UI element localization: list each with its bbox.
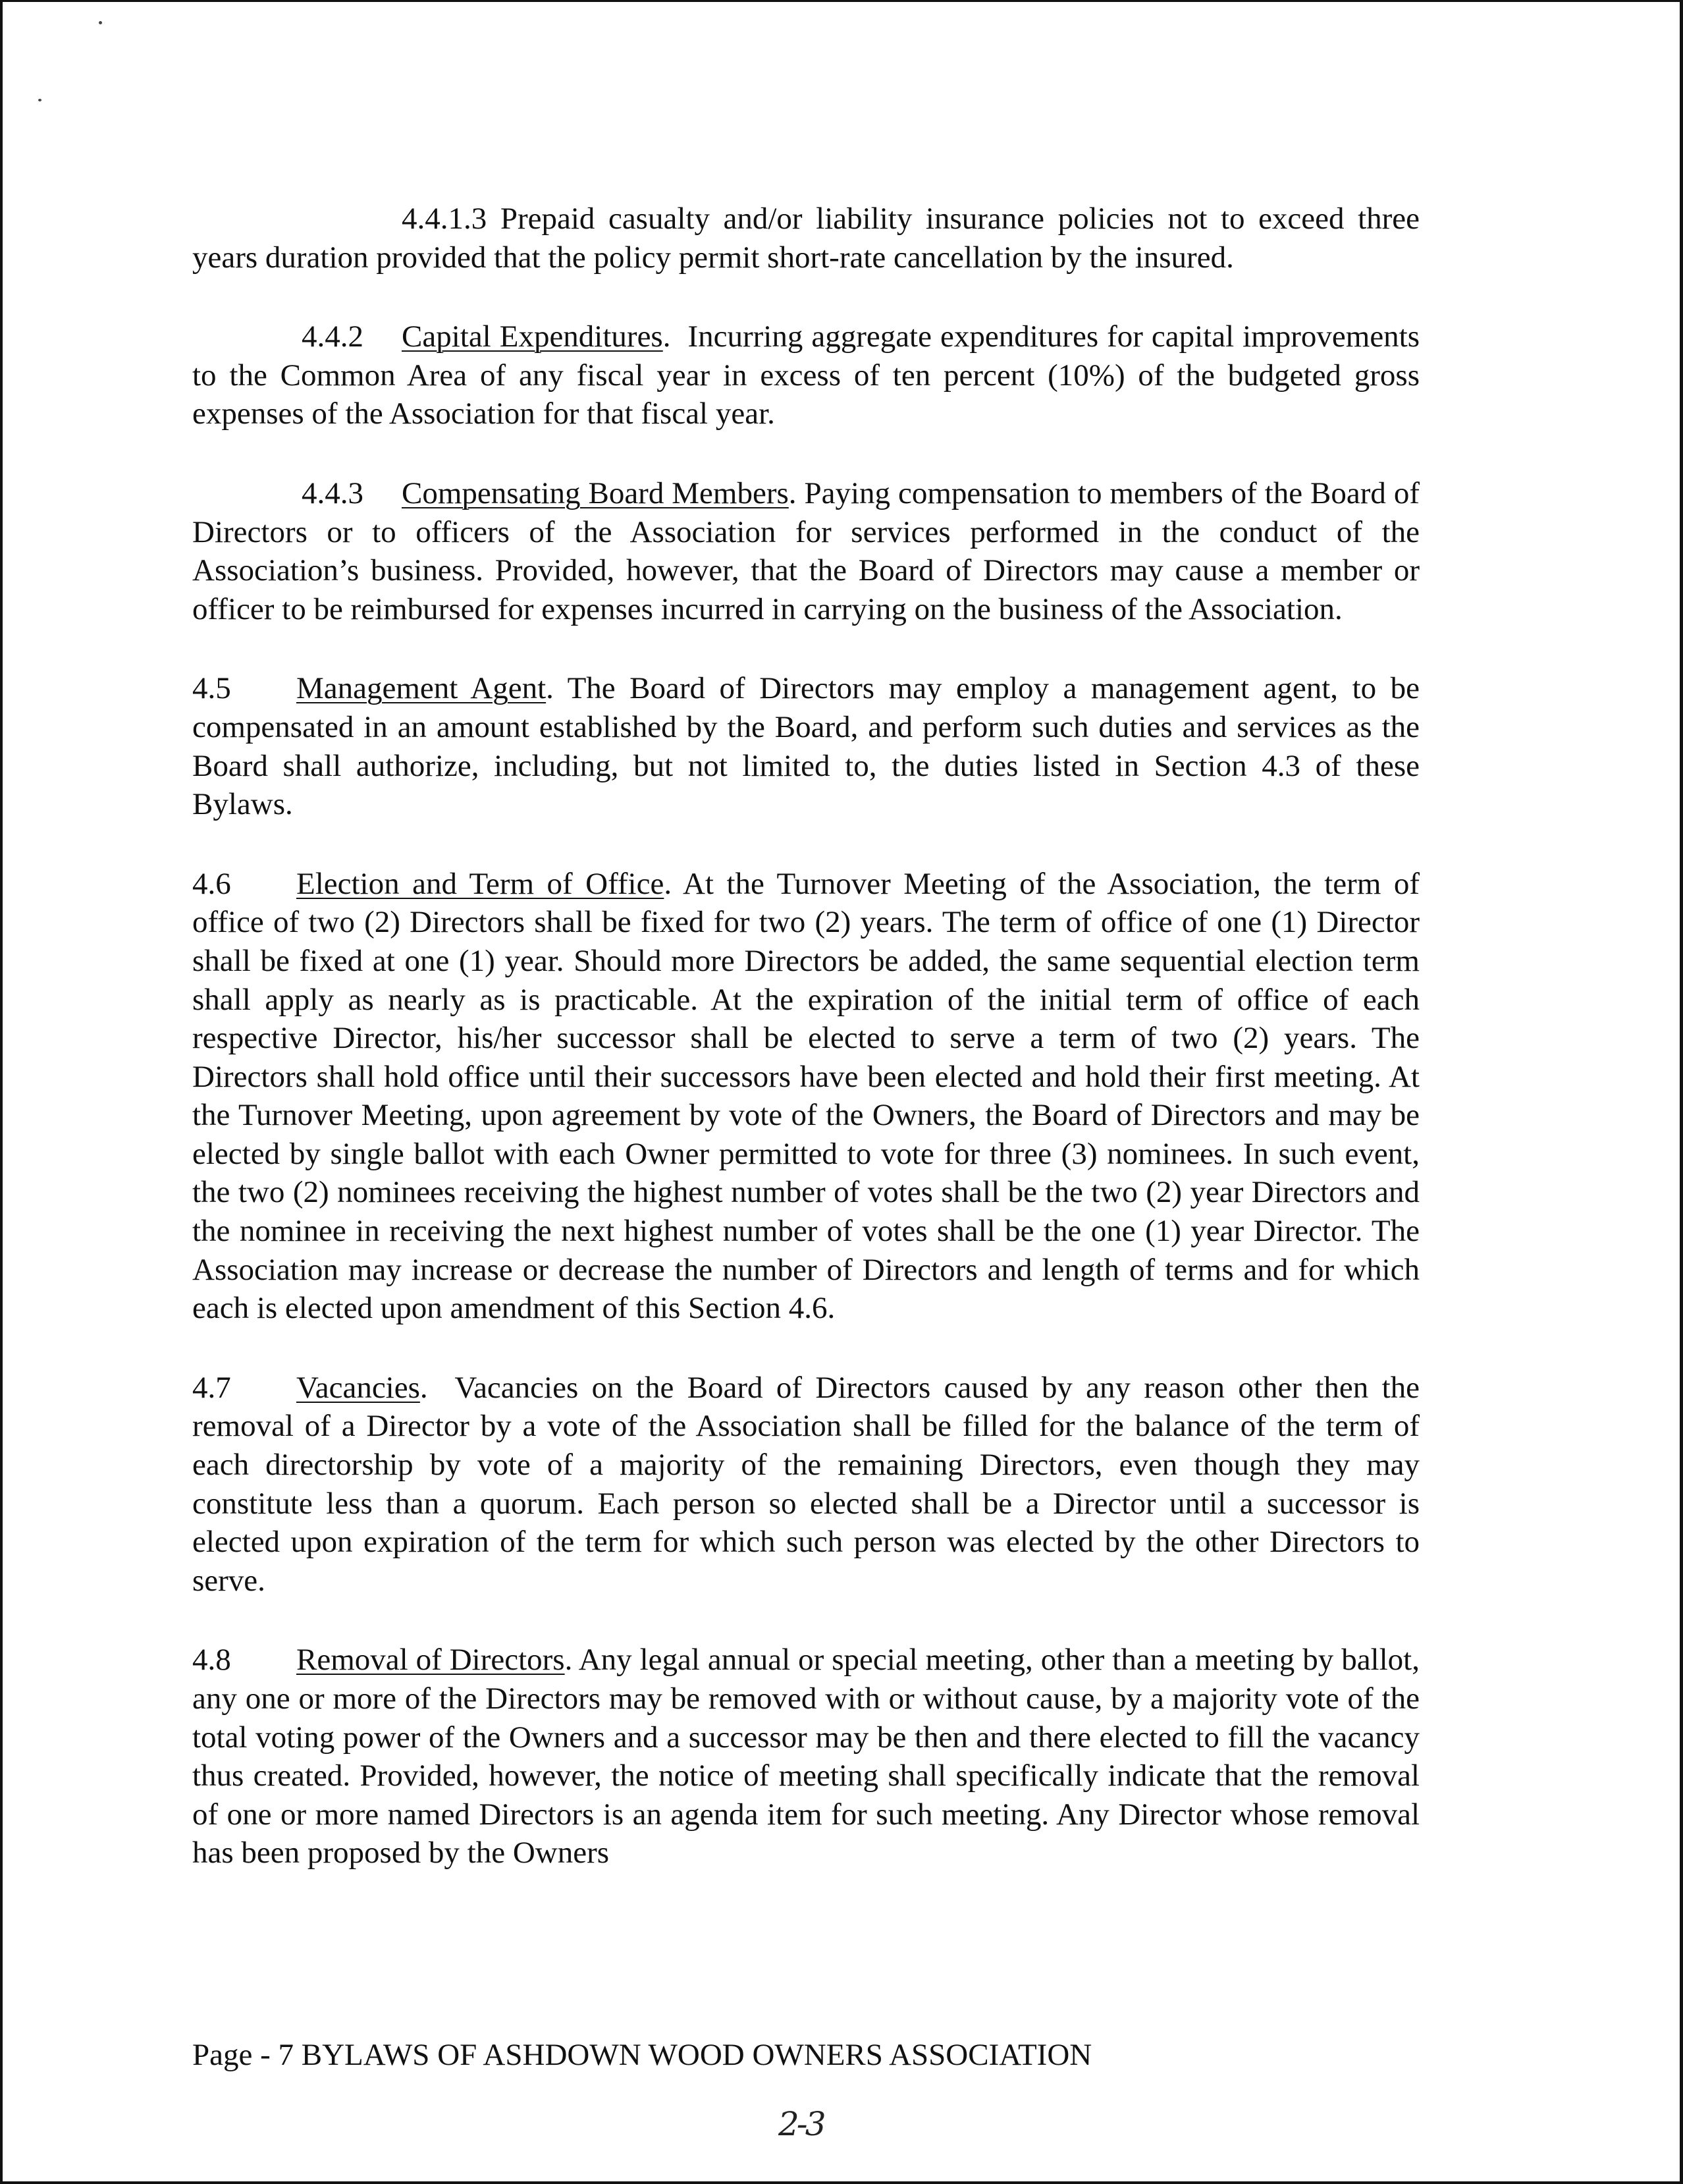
paragraph-4-4-3: 4.4.3 Compensating Board Members. Paying compensation to members of the Board of Directors or to officers of the Association for services performed in the conduct of the Association’s business. Provided, however, that the Board of Directors may cause a member or officer to be reimbursed for expenses incurred in carrying on the business of the Association. bbox=[192, 474, 1420, 628]
paragraph-4-5: 4.5 Management Agent. The Board of Directors may employ a management agent, to be compensated in an amount established by the Board, and perform such duties and services as the Board shall authorize, including, but not limited to, the duties listed in Section 4.3 of these Bylaws. bbox=[192, 669, 1420, 823]
scan-speck bbox=[38, 99, 41, 101]
section-text: Paying compensation to members of the Board of Directors or to officers of the Association for services performed in the conduct of the Association’s business. Provided, however, that the Board of Directors may cause a member or officer to be reimbursed for expenses incurred in carrying on the business of the Association. bbox=[192, 476, 1420, 626]
section-text: The Board of Directors may employ a management agent, to be compensated in an amount established by the Board, and perform such duties and services as the Board shall authorize, including, but not limited to, the duties listed in Section 4.3 of these Bylaws. bbox=[192, 671, 1420, 822]
section-number: 4.8 bbox=[192, 1643, 231, 1678]
paragraph-4-4-2: 4.4.2 Capital Expenditures. Incurring aggregate expenditures for capital improvements to the Common Area of any fiscal year in excess of ten percent (10%) of the budgeted gross expenses of the Association for that fiscal year. bbox=[192, 317, 1420, 433]
section-number: 4.4.2 bbox=[302, 319, 363, 354]
section-text: Prepaid casualty and/or liability insurance policies not to exceed three years duration provided that the policy permit short-rate cancellation by the insured. bbox=[192, 202, 1420, 275]
paragraph-4-7: 4.7 Vacancies. Vacancies on the Board of Directors caused by any reason other then the removal of a Director by a vote of the Association shall be filled for the balance of the term of each directorship by vote of a majority of the remaining Directors, even though they may constitute less than a quorum. Each person so elected shall be a Director until a successor is elected upon expiration of the term for which such person was elected by the other Directors to serve. bbox=[192, 1369, 1420, 1600]
section-number: 4.4.1.3 bbox=[402, 202, 487, 236]
section-heading: Election and Term of Office bbox=[296, 866, 664, 901]
section-number: 4.7 bbox=[192, 1370, 231, 1405]
section-text: Vacancies on the Board of Directors caused by any reason other then the removal of a Director by a vote of the Association shall be filled for the balance of the term of each directorship by vote of a majority of the remaining Directors, even though they may constitute less than a quorum. Each person so elected shall be a Director until a successor is elected upon expiration of the term for which such person was elected by the other Directors to serve. bbox=[192, 1370, 1420, 1598]
section-number: 4.5 bbox=[192, 671, 231, 706]
paragraph-4-4-1-3 bbox=[192, 200, 1420, 277]
section-heading: Capital Expenditures bbox=[402, 319, 663, 354]
section-text: Incurring aggregate expenditures for capital improvements to the Common Area of any fiscal year in excess of ten percent (10%) of the budgeted gross expenses of the Association for that fiscal year. bbox=[192, 319, 1420, 431]
scan-speck bbox=[99, 21, 102, 24]
paragraph-4-8: 4.8 Removal of Directors. Any legal annual or special meeting, other than a meeting by ballot, any one or more of the Directors may be removed with or without cause, by a majority vote of the total voting power of the Owners and a successor may be then and there elected to fill the vacancy thus created. Provided, however, the notice of meeting shall specifically indicate that the removal of one or more named Directors is an agenda item for such meeting. Any Director whose removal has been proposed by the Owners bbox=[192, 1641, 1420, 1872]
section-text: Any legal annual or special meeting, other than a meeting by ballot, any one or more of the Directors may be removed with or without cause, by a majority vote of the total voting power of the Owners and a successor may be then and there elected to fill the vacancy thus created. Provided, however, the notice of meeting shall specifically indicate that the removal of one or more named Directors is an agenda item for such meeting. Any Director whose removal has been proposed by the Owners bbox=[192, 1643, 1420, 1870]
section-number: 4.4.3 bbox=[302, 476, 363, 510]
section-heading: Removal of Directors bbox=[296, 1643, 565, 1678]
document-body bbox=[192, 200, 1420, 1872]
section-heading: Vacancies bbox=[296, 1370, 420, 1405]
page-footer: Page - 7 BYLAWS OF ASHDOWN WOOD OWNERS ASSOCIATION bbox=[192, 2038, 1092, 2072]
section-number: 4.6 bbox=[192, 866, 231, 901]
section-text: At the Turnover Meeting of the Association, the term of office of two (2) Directors shall be fixed for two (2) years. The term of office of one (1) Director shall be fixed at one (1) year. Should more Directors be added, the same sequential election term shall apply as nearly as is practicable. At the expiration of the initial term of office of each respective Director, his/her successor shall be elected to serve a term of two (2) years. The Directors shall hold office until their successors have been elected and hold their first meeting. At the Turnover Meeting, upon agreement by vote of the Owners, the Board of Directors and may be elected by single ballot with each Owner permitted to vote for three (3) nominees. In such event, the two (2) nominees receiving the highest number of votes shall be the two (2) year Directors and the nominee in receiving the next highest number of votes shall be the one (1) year Director. The Association may increase or decrease the number of Directors and length of terms and for which each is elected upon amendment of this Section 4.6. bbox=[192, 866, 1420, 1326]
paragraph-4-6: 4.6 Election and Term of Office. At the Turnover Meeting of the Association, the term of office of two (2) Directors shall be fixed for two (2) years. The term of office of one (1) Director shall be fixed at one (1) year. Should more Directors be added, the same sequential election term shall apply as nearly as is practicable. At the expiration of the initial term of office of each respective Director, his/her successor shall be elected to serve a term of two (2) years. The Directors shall hold office until their successors have been elected and hold their first meeting. At the Turnover Meeting, upon agreement by vote of the Owners, the Board of Directors and may be elected by single ballot with each Owner permitted to vote for three (3) nominees. In such event, the two (2) nominees receiving the highest number of votes shall be the two (2) year Directors and the nominee in receiving the next highest number of votes shall be the one (1) year Director. The Association may increase or decrease the number of Directors and length of terms and for which each is elected upon amendment of this Section 4.6. bbox=[192, 865, 1420, 1328]
handwritten-page-mark: 2-3 bbox=[778, 2105, 824, 2143]
section-heading: Compensating Board Members bbox=[402, 476, 789, 510]
section-heading: Management Agent bbox=[296, 671, 547, 706]
